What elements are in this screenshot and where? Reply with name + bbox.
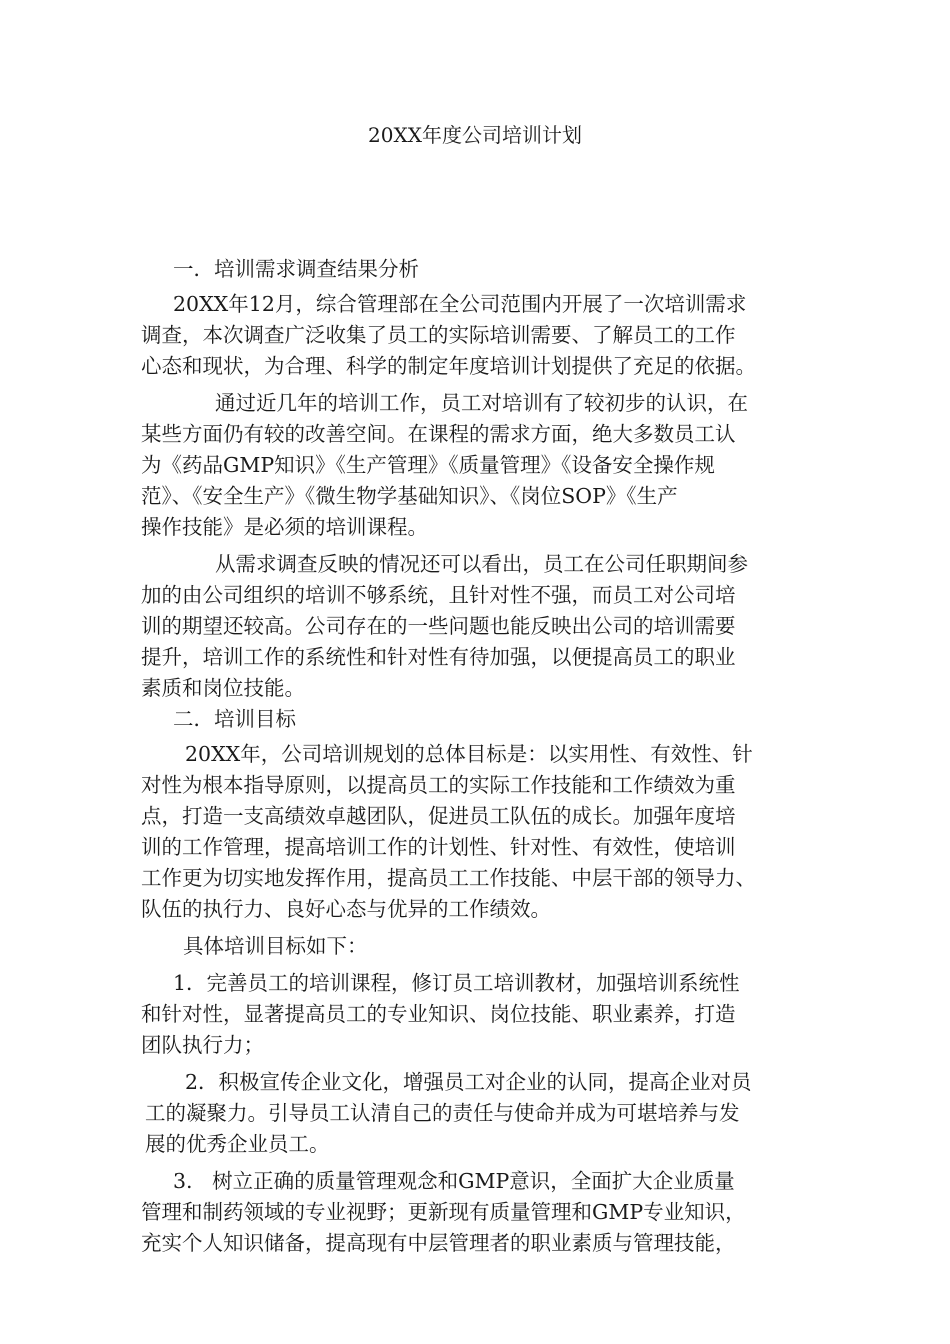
paragraph-line: 队伍的执行力、良好心态与优异的工作绩效。 — [141, 897, 551, 921]
paragraph-line: 调查，本次调查广泛收集了员工的实际培训需要、了解员工的工作 — [141, 323, 736, 347]
paragraph-survey-overview — [141, 289, 821, 382]
list-item — [141, 1166, 821, 1259]
paragraph-line: 点，打造一支高绩效卓越团队，促进员工队伍的成长。加强年度培 — [141, 804, 736, 828]
paragraph-line: 某些方面仍有较的改善空间。在课程的需求方面，绝大多数员工认 — [141, 422, 736, 446]
paragraph-line: 2．积极宣传企业文化，增强员工对企业的认同，提高企业对员 — [185, 1070, 752, 1094]
paragraph-line: 提升，培训工作的系统性和针对性有待加强，以便提高员工的职业 — [141, 645, 736, 669]
list-item — [141, 968, 821, 1061]
paragraph-line: 范》、《安全生产》《微生物学基础知识》、《岗位SOP》《生产 — [141, 484, 678, 508]
paragraph-line: 管理和制药领域的专业视野；更新现有质量管理和GMP专业知识， — [141, 1200, 746, 1224]
paragraph-line: 和针对性，显著提高员工的专业知识、岗位技能、职业素养，打造 — [141, 1002, 736, 1026]
paragraph-line: 加的由公司组织的培训不够系统，且针对性不强，而员工对公司培 — [141, 583, 736, 607]
paragraph-line: 展的优秀企业员工。 — [145, 1132, 330, 1156]
list-item — [141, 1067, 821, 1160]
paragraph-line: 20XX年，公司培训规划的总体目标是：以实用性、有效性、针 — [185, 742, 753, 766]
paragraph-line: 对性为根本指导原则，以提高员工的实际工作技能和工作绩效为重 — [141, 773, 736, 797]
paragraph-overall-goal — [141, 739, 821, 925]
paragraph-line: 通过近几年的培训工作，员工对培训有了较初步的认识，在 — [215, 391, 748, 415]
paragraph-line: 训的工作管理，提高培训工作的计划性、针对性、有效性，使培训 — [141, 835, 736, 859]
paragraph-line: 从需求调查反映的情况还可以看出，员工在公司任职期间参 — [215, 552, 748, 576]
paragraph-line: 3. 树立正确的质量管理观念和GMP意识，全面扩大企业质量 — [173, 1169, 735, 1193]
paragraph-line: 充实个人知识储备，提高现有中层管理者的职业素质与管理技能， — [141, 1231, 736, 1255]
paragraph-line: 工的凝聚力。引导员工认清自己的责任与使命并成为可堪培养与发 — [145, 1101, 740, 1125]
paragraph-line: 1．完善员工的培训课程，修订员工培训教材，加强培训系统性 — [173, 971, 740, 995]
paragraph-line: 素质和岗位技能。 — [141, 676, 305, 700]
paragraph-training-awareness — [141, 388, 821, 543]
paragraph-goals-intro: 具体培训目标如下： — [183, 934, 368, 958]
paragraph-line: 训的期望还较高。公司存在的一些问题也能反映出公司的培训需要 — [141, 614, 736, 638]
section-heading-2: 二．培训目标 — [173, 707, 296, 731]
paragraph-line: 工作更为切实地发挥作用，提高员工工作技能、中层干部的领导力、 — [141, 866, 756, 890]
paragraph-line: 20XX年12月，综合管理部在全公司范围内开展了一次培训需求 — [173, 292, 747, 316]
paragraph-line: 团队执行力； — [141, 1033, 264, 1057]
paragraph-line: 为《药品GMP知识》《生产管理》《质量管理》《设备安全操作规 — [141, 453, 715, 477]
paragraph-line: 心态和现状，为合理、科学的制定年度培训计划提供了充足的依据。 — [141, 354, 756, 378]
document-title: 20XX年度公司培训计划 — [368, 123, 582, 147]
document-body — [141, 254, 821, 1259]
paragraph-survey-findings — [141, 549, 821, 704]
section-heading-1: 一．培训需求调查结果分析 — [173, 257, 419, 281]
paragraph-line: 操作技能》是必须的培训课程。 — [141, 515, 428, 539]
